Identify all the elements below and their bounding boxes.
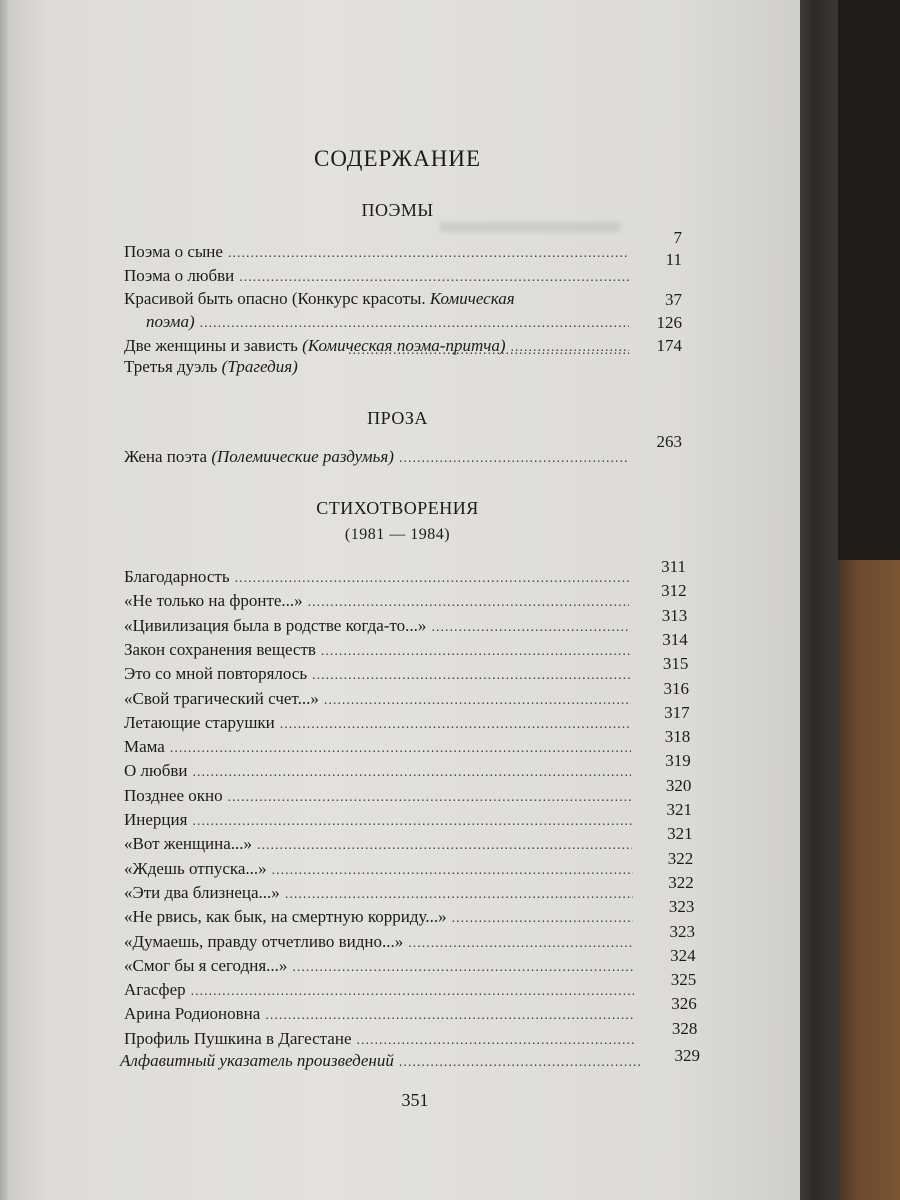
folio-page-number: 351: [401, 1090, 429, 1110]
toc-entry-continuation: поэма) .....: [124, 312, 629, 336]
page-number: 313: [661, 605, 688, 625]
toc-entry: «Не рвись, как бык, на смертную корриду...» .....: [124, 907, 633, 931]
toc-entry: «Смог бы я сегодня...» .....: [124, 956, 634, 980]
page-number: 7: [673, 228, 682, 247]
page-number: 126: [656, 313, 682, 332]
bleed-through-smudge: [440, 222, 620, 232]
toc-entry: Третья дуэль (Трагедия): [124, 357, 298, 376]
page-number: 317: [664, 702, 690, 722]
page-number: 326: [671, 994, 697, 1014]
toc-entry: Агасфер .....: [124, 980, 634, 1004]
toc-entry: «Вот женщина...» .....: [124, 834, 632, 858]
leader-dots: [431, 620, 629, 636]
page-number: 312: [661, 581, 687, 601]
page-number: 319: [665, 751, 691, 771]
section-heading-prose: ПРОЗА: [367, 408, 428, 428]
page-title: СОДЕРЖАНИЕ: [313, 146, 481, 171]
page-number: 328: [671, 1018, 698, 1038]
toc-entry: Арина Родионовна .....: [124, 1004, 634, 1028]
section-heading-verses: СТИХОТВОРЕНИЯ: [316, 498, 479, 518]
leader-dots: [285, 887, 633, 903]
leader-dots: [399, 451, 629, 467]
leader-dots: [452, 911, 634, 927]
leader-dots: [357, 1033, 635, 1049]
leader-dots: [192, 765, 631, 781]
toc-entry: Две женщины и зависть (Комическая поэма-притча) .....: [124, 336, 629, 360]
toc-entry: «Ждешь отпуска...» .....: [124, 859, 633, 883]
toc-entry: Это со мной повторялось .....: [124, 664, 630, 688]
leader-dots: [257, 838, 632, 854]
leader-dots: [191, 984, 634, 1000]
page-number: 311: [661, 557, 686, 576]
page-gutter: [0, 0, 10, 1200]
leader-dots: [228, 246, 629, 262]
page-number: 320: [665, 775, 692, 795]
page-number: 11: [665, 250, 682, 269]
leader-dots: [228, 790, 632, 806]
leader-dots: [272, 863, 633, 879]
toc-entry: Мама .....: [124, 737, 631, 761]
leader-dots: [408, 936, 633, 952]
page-number: 321: [666, 800, 692, 819]
leader-dots: [280, 717, 631, 733]
page-number: 325: [670, 970, 697, 990]
leader-dots: [399, 1055, 640, 1071]
leader-dots-row: [348, 343, 629, 367]
toc-entry: Инерция .....: [124, 810, 632, 834]
toc-entry: Закон сохранения веществ .....: [124, 640, 630, 664]
toc-entry: Благодарность .....: [124, 567, 629, 591]
toc-entry: «Свой трагический счет...» .....: [124, 689, 631, 713]
toc-entry: «Цивилизация была в родстве когда-то...» .....: [124, 616, 630, 640]
page-number: 321: [667, 824, 693, 844]
toc-entry: Позднее окно .....: [124, 786, 632, 810]
section-years: (1981 — 1984): [344, 526, 451, 543]
page-number: 322: [667, 848, 694, 868]
toc-entry: «Не только на фронте...» .....: [124, 591, 629, 615]
page-number: 329: [674, 1046, 700, 1065]
leader-dots: [200, 316, 629, 332]
toc-entry: «Думаешь, правду отчетливо видно...» .....: [124, 932, 634, 956]
page-number: 37: [665, 290, 682, 309]
leader-dots: [265, 1008, 634, 1024]
page-number: 318: [664, 727, 691, 747]
toc-entry: Летающие старушки .....: [124, 713, 631, 737]
toc-entry: «Эти два близнеца...» .....: [124, 883, 633, 907]
leader-dots: [312, 668, 630, 684]
background-dark: [830, 0, 900, 560]
leader-dots: [170, 741, 631, 757]
toc-entry: Красивой быть опасно (Конкурс красоты. Комическая: [124, 289, 515, 308]
toc-entry: Поэма о сыне .....: [124, 242, 629, 266]
toc-entry: Профиль Пушкина в Дагестане .....: [124, 1029, 635, 1053]
toc-entry: Поэма о любви .....: [124, 266, 629, 290]
background-table: [830, 560, 900, 1200]
page-number: 322: [668, 872, 694, 892]
leader-dots: [324, 693, 631, 709]
leader-dots: [308, 595, 630, 611]
leader-dots: [192, 814, 632, 830]
toc-entry-index: Алфавитный указатель произведений .....: [120, 1051, 640, 1075]
section-heading-poems: ПОЭМЫ: [361, 200, 434, 220]
page-number: 174: [656, 336, 682, 355]
leader-dots: [321, 644, 630, 660]
page-number: 263: [656, 432, 682, 451]
toc-entry: Жена поэта (Полемические раздумья) .....: [124, 447, 629, 471]
page-number: 314: [662, 629, 688, 649]
leader-dots: [239, 270, 629, 286]
page-number: 323: [668, 897, 695, 917]
leader-dots: [235, 571, 629, 587]
page-number: 324: [670, 945, 696, 965]
page-number: 323: [669, 921, 695, 941]
page-number: 316: [663, 678, 689, 698]
leader-dots: [292, 960, 633, 976]
page-number: 315: [662, 654, 689, 674]
toc-entry: О любви .....: [124, 761, 631, 785]
